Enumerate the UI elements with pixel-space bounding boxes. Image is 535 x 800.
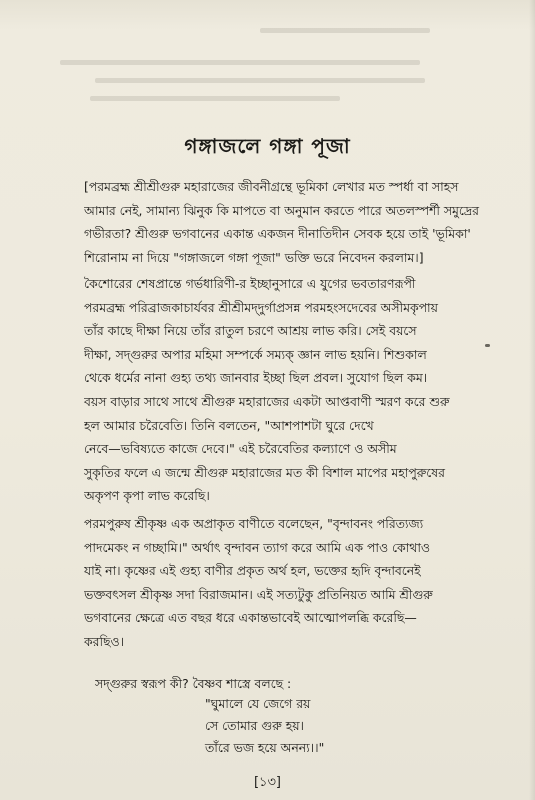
text-line: আমার নেই, সামান্য ঝিনুক কি মাপতে বা অনুমান করতে পারে অতলস্পর্শী সমুদ্রের xyxy=(84,202,479,218)
text-line: ভক্তবৎসল শ্রীকৃষ্ণ সদা বিরাজমান। এই সত্যটুকু প্রতিনিয়ত আমি শ্রীগুরু xyxy=(84,586,433,602)
text-line: অকৃপণ কৃপা লাভ করেছি। xyxy=(84,488,210,504)
body-paragraph xyxy=(84,512,504,654)
text-line: সদ্গুরুর স্বরূপ কী? বৈষ্ণব শাস্ত্রে বলছে : xyxy=(95,676,292,691)
pencil-mark xyxy=(485,344,490,347)
text-line: বয়স বাড়ার সাথে সাথে শ্রীগুরু মহারাজের একটা আপ্তবাণী স্মরণ করে শুরু xyxy=(84,393,450,409)
text-line: দীক্ষা, সদ্গুরুর অপার মহিমা সম্পর্কে সম্যক্‌ জ্ঞান লাভ হয়নি। শিশুকাল xyxy=(84,346,427,362)
text-line: নেবে—ভবিষ্যতে কাজে দেবে।" এই চরৈবেতির কল্যাণে ও অসীম xyxy=(84,441,397,457)
verse-line: সে তোমার গুরু হয়। xyxy=(205,718,304,733)
verse-quote xyxy=(205,693,324,759)
text-line: সুকৃতির ফলে এ জন্মে শ্রীগুরু মহারাজের মত কী বিশাল মাপের মহাপুরুষের xyxy=(84,464,445,480)
text-line: পাদমেকং ন গচ্ছামি।" অর্থাৎ বৃন্দাবন ত্যাগ করে আমি এক পাও কোথাও xyxy=(84,539,431,555)
text-line: [পরমব্রহ্ম শ্রীশ্রীগুরু মহারাজের জীবনীগ্রন্থে ভূমিকা লেখার মত স্পর্ধা বা সাহস xyxy=(84,179,459,194)
text-line: গভীরতা? শ্রীগুরু ভগবানের একান্ত একজন দীনাতিদীন সেবক হয়ে তাই 'ভূমিকা' xyxy=(84,226,471,242)
text-line: পরমপুরুষ শ্রীকৃষ্ণ এক অপ্রাকৃত বাণীতে বলেছেন, "বৃন্দাবনং পরিত্যজ্য xyxy=(84,516,424,531)
text-line: ভগবানের ক্ষেত্রে এত বছর ধরে একান্তভাবেই আত্মোপলব্ধি করেছি— xyxy=(84,610,417,626)
text-line: হল আমার চরৈবেতি। তিনি বলতেন, "আশপাশটা ঘুরে দেখে xyxy=(84,417,374,433)
text-line: যাই না। কৃষ্ণের এই গুহ্য বাণীর প্রকৃত অর্থ হল, ভক্তের হৃদি বৃন্দাবনেই xyxy=(84,563,421,579)
bleed-through-text xyxy=(0,0,535,150)
body-paragraph xyxy=(84,272,504,508)
text-line: পরমব্রহ্ম পরিব্রাজকাচার্যবর শ্রীশ্রীমদ্‌দুর্গাপ্রসন্ন পরমহংসদেবের অসীমকৃপায় xyxy=(84,299,438,315)
preface-paragraph xyxy=(84,175,504,269)
page-number: [১৩] xyxy=(253,775,282,790)
text-line: শিরোনাম না দিয়ে "গঙ্গাজলে গঙ্গা পূজা" ভক্তি ভরে নিবেদন করলাম।] xyxy=(84,249,424,265)
text-line: তাঁর কাছে দীক্ষা নিয়ে তাঁর রাতুল চরণে আশ্রয় লাভ করি। সেই বয়সে xyxy=(84,323,417,339)
text-line: কৈশোরের শেষপ্রান্তে গর্ভধারিণী-র ইচ্ছানুসারে এ যুগের ভবতারণরূপী xyxy=(84,276,416,291)
verse-line: "ঘুমালে যে জেগে রয় xyxy=(205,696,311,711)
text-line: থেকে ধর্মের নানা গুহ্য তথ্য জানবার ইচ্ছা ছিল প্রবল। সুযোগ ছিল কম। xyxy=(84,370,428,386)
page-edge-shadow xyxy=(529,0,535,800)
chapter-title: গঙ্গাজলে গঙ্গা পূজা xyxy=(184,134,351,158)
verse-line: তাঁরে ভজ হয়ে অনন্য।।" xyxy=(205,740,325,755)
text-line: করছিও। xyxy=(84,633,125,649)
